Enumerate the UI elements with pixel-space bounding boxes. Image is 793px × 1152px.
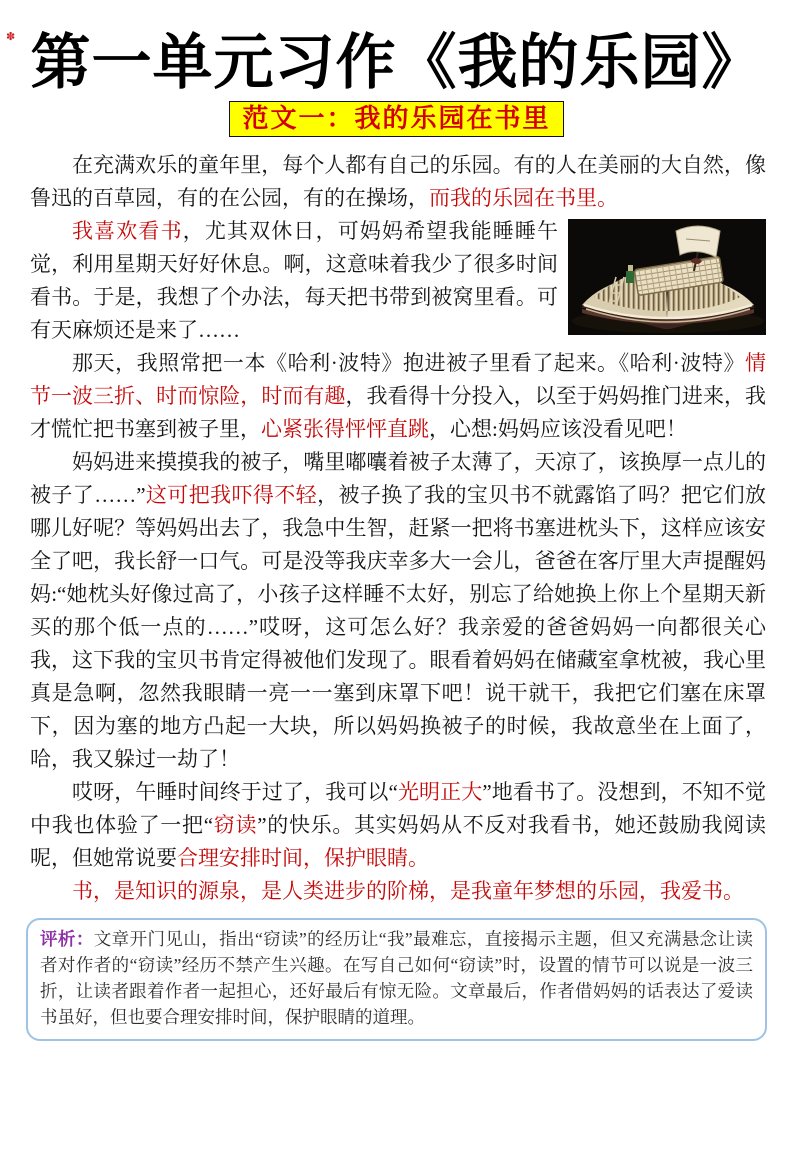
essay-highlight-run: 情节一波三折、时而惊险，时而有趣 xyxy=(30,351,766,409)
review-text: 文章开门见山，指出“窃读”的经历让“我”最难忘，直接揭示主题，但又充满悬念让读者对作者的“窃读”经历不禁产生兴趣。在写自己如何“窃读”时，设置的情节可以说是一波三折，让读者跟着作者一起担心，还好最后有惊无险。文章最后，作者借妈妈的话表达了爱读书虽好，但也要合理安排时间，保护眼睛的道理。 xyxy=(40,929,754,1028)
essay-text-run: ，我看得十分投入，以至于妈妈推门进来，我才慌忙把书塞到被子里， xyxy=(30,384,767,442)
review-box xyxy=(26,918,767,1041)
essay-text-run: 妈妈进来摸摸我的被子，嘴里嘟囔着被子太薄了，天凉了，该换厚一点儿的被子了……” xyxy=(30,450,766,508)
essay-text-run: 那天，我照常把一本《哈利·波特》抱进被子里看了起来。《哈利·波特》 xyxy=(72,351,745,376)
essay-paragraph xyxy=(30,215,766,347)
essay-text-run: 在充满欢乐的童年里，每个人都有自己的乐园。有的人在美丽的大自然，像鲁迅的百草园，有的在公园，有的在操场， xyxy=(30,153,766,211)
essay-text-run: ，心想:妈妈应该没看见吧！ xyxy=(429,417,687,442)
essay xyxy=(30,149,766,908)
essay-highlight-run: 我喜欢看书 xyxy=(72,219,183,244)
essay-highlight-run: 光明正大 xyxy=(397,780,483,805)
essay-highlight-run: 心紧张得怦怦直跳 xyxy=(261,417,429,442)
essay-text-run: ”地看书了。没想到，不知不觉中我也体验了一把“ xyxy=(30,780,766,838)
essay-highlight-run: 书，是知识的源泉，是人类进步的阶梯，是我童年梦想的乐园，我爱书。 xyxy=(72,879,744,904)
essay-highlight-run: 这可把我吓得不轻 xyxy=(145,483,318,508)
subtitle-badge: 范文一：我的乐园在书里 xyxy=(229,101,563,137)
corner-mark-icon: ✽ xyxy=(6,31,16,43)
essay-paragraph xyxy=(30,446,766,776)
essay-paragraph xyxy=(30,776,766,875)
essay-text-run: ”的快乐。其实妈妈从不反对我看书，她还鼓励我阅读呢，但她常说要 xyxy=(30,813,767,871)
essay-paragraph xyxy=(30,875,766,908)
essay-highlight-run: 合理安排时间，保护眼睛。 xyxy=(177,846,429,871)
essay-highlight-run: 而我的乐园在书里。 xyxy=(429,186,618,211)
subtitle-row xyxy=(0,101,793,137)
essay-text-run: ，被子换了我的宝贝书不就露馅了吗？把它们放哪儿好呢？等妈妈出去了，我急中生智，赶紧一把将书塞进枕头下，这样应该安全了吧，我长舒一口气。可是没等我庆幸多大一会儿，爸爸在客厅里大声提醒妈妈:“她枕头好像过高了，小孩子这样睡不太好，别忘了给她换上你上个星期天新买的那个低一点的……”哎呀，这可怎么好？我亲爱的爸爸妈妈一向都很关心我，这下我的宝贝书肯定得被他们发现了。眼看着妈妈在储藏室拿枕被，我心里真是急啊，忽然我眼睛一亮一一塞到床罩下吧！说干就干，我把它们塞在床罩下，因为塞的地方凸起一大块，所以妈妈换被子的时候，我故意坐在上面了，哈，我又躲过一劫了！ xyxy=(30,483,767,772)
review-label: 评析： xyxy=(40,929,94,950)
essay-highlight-run: 窃读 xyxy=(213,813,258,838)
essay-text-run: ，尤其双休日，可妈妈希望我能睡睡午觉，利用星期天好好休息。啊，这意味着我少了很多时间看书。于是，我想了个办法，每天把书带到被窝里看。可有天麻烦还是来了…… xyxy=(30,219,559,343)
page-title: 第一单元习作《我的乐园》 xyxy=(30,30,763,96)
book-art-photo xyxy=(568,219,766,335)
essay-paragraph xyxy=(30,149,766,215)
essay-paragraph xyxy=(30,347,766,446)
essay-text-run: 哎呀，午睡时间终于过了，我可以“ xyxy=(72,780,398,805)
